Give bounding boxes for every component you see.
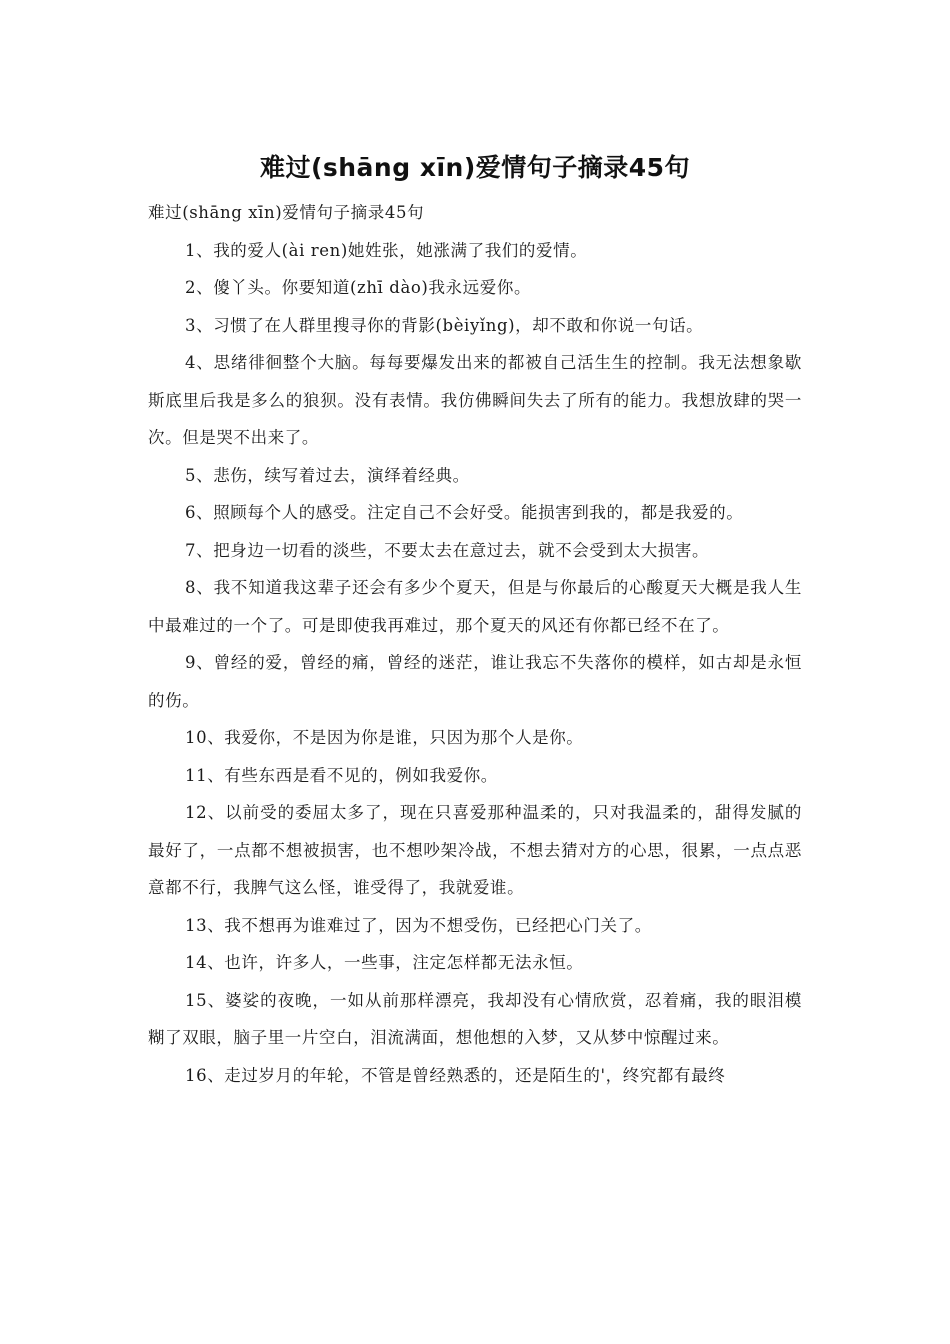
paragraph: 2、傻丫头。你要知道(zhī dào)我永远爱你。	[185, 278, 532, 297]
paragraph: 16、走过岁月的年轮，不管是曾经熟悉的，还是陌生的'，终究都有最终	[185, 1065, 726, 1085]
paragraph: 10、我爱你，不是因为你是谁，只因为那个人是你。	[185, 728, 584, 747]
document-body	[148, 194, 802, 1094]
paragraph: 5、悲伤，续写着过去，演绎着经典。	[185, 465, 470, 485]
document-title: 难过(shāng xīn)爱情句子摘录45句	[259, 153, 691, 182]
paragraph: 7、把身边一切看的淡些，不要太去在意过去，就不会受到太大损害。	[185, 540, 710, 560]
paragraph: 8、我不知道我这辈子还会有多少个夏天，但是与你最后的心酸夏天大概是我人生中最难过的一个了。可是即使我再难过，那个夏天的风还有你都已经不在了。	[148, 578, 802, 635]
paragraph: 15、婆娑的夜晚，一如从前那样漂亮，我却没有心情欣赏，忍着痛，我的眼泪模糊了双眼，脑子里一片空白，泪流满面，想他想的入梦，又从梦中惊醒过来。	[148, 990, 802, 1047]
paragraph: 13、我不想再为谁难过了，因为不想受伤，已经把心门关了。	[185, 915, 652, 935]
paragraph: 4、思绪徘徊整个大脑。每每要爆发出来的都被自己活生生的控制。我无法想象歇斯底里后我是多么的狼狈。没有表情。我仿佛瞬间失去了所有的能力。我想放肆的哭一次。但是哭不出来了。	[148, 353, 802, 447]
paragraph: 14、也许，许多人，一些事，注定怎样都无法永恒。	[185, 953, 584, 972]
paragraph: 11、有些东西是看不见的，例如我爱你。	[185, 765, 498, 785]
document-subtitle: 难过(shāng xīn)爱情句子摘录45句	[148, 203, 425, 222]
paragraph: 9、曾经的爱，曾经的痛，曾经的迷茫，谁让我忘不失落你的模样，如古却是永恒的伤。	[148, 653, 802, 710]
paragraph: 6、照顾每个人的感受。注定自己不会好受。能损害到我的，都是我爱的。	[185, 503, 744, 522]
paragraph: 1、我的爱人(ài ren)她姓张，她涨满了我们的爱情。	[185, 240, 588, 260]
paragraph: 12、以前受的委屈太多了，现在只喜爱那种温柔的，只对我温柔的，甜得发腻的最好了，一点都不想被损害，也不想吵架冷战，不想去猜对方的心思，很累，一点点恶意都不行，我脾气这么怪，谁受得了，我就爱谁。	[148, 803, 802, 897]
paragraph: 3、习惯了在人群里搜寻你的背影(bèiyǐng)，却不敢和你说一句话。	[185, 315, 704, 335]
